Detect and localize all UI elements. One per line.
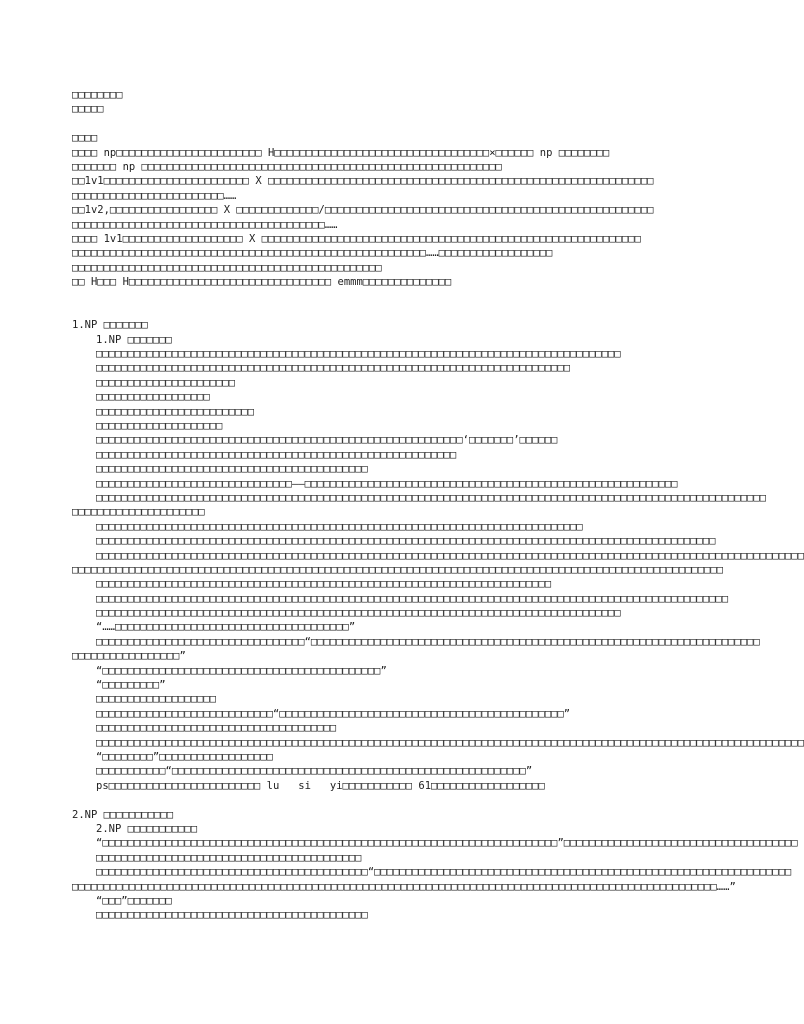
- paragraph-line: □□□□□□□□□□□□□□□□□□□□□□□□□□□□□□□□□□□□□□□□□□□□□□□□□□□□□□□□□□□□□□□□□□□□□□□□□□□□□□□□□□□□□□□□□□□□□□□□□□: [96, 535, 716, 548]
- section-2-subheading: 2.NP □□□□□□□□□□□: [96, 822, 198, 835]
- paragraph-line: □□□□□□□□□□□□□□□□□□□□□□□□□□□□□□□□□□□□□□□□□□□□□□□□□□□□□□□□□□□□□□□□□□□□□□□□□□□□□□□□□□□□□□□□□□□□□□□□□□□□: [96, 592, 729, 605]
- intro-line: □□□□□□□□□□□□□□□□□□□□□□□□……: [72, 189, 237, 202]
- intro-line: □□1v1□□□□□□□□□□□□□□□□□□□□□□□ X □□□□□□□□□□□□□□□□□□□□□□□□□□□□□□□□□□□□□□□□□□□□□□□□□□□□□□□□□□□□□: [72, 175, 654, 188]
- paragraph-line: □□□□□□□□□□□□□□□□□□□□□□□□□□□□□□□□□□□□□□□□□□□□□□□□□□□□□□□□□□□□□□□□□□□□□□□□: [96, 578, 552, 591]
- document-title: □□□□□□□□: [72, 89, 123, 101]
- document-page: [72, 88, 804, 923]
- section-1-subheading: 1.NP □□□□□□□: [96, 333, 172, 346]
- paragraph-line: □□□□□□□□□□□□□□□□□□□□□□□□□□□□□□□□□□□□□□□□□□□□□□□□□□□□□□□□□□□□□□□□□□□□□□□□□□□□□□□□□□□□□□□□□□□□□□□□□□□□□□……”: [72, 880, 736, 893]
- section-2-body: [72, 836, 798, 922]
- paragraph-line: □□□□□□□□□□□□□□□□□□□□□□□□□□□□□□□□□□□□□□□□□□: [96, 851, 362, 864]
- paragraph-line: □□□□□□□□□□□□□□□□□□□□□□□□□□□□□□□□□□□□□□: [96, 722, 337, 735]
- paragraph-line: □□□□□□□□□□□□□□□□□□□□□□□□□□□□□□□□□□□□□□□□□□□: [96, 909, 368, 922]
- section-2-heading: 2.NP □□□□□□□□□□□: [72, 808, 174, 821]
- paragraph-line: □□□□□□□□□□□□□□□□□□□□□□□□□□□□□□□□□□□□□□□□□□□□□□□□□□□□□□□□□□□□□□□□□□□□□□□□□□□□□□□□□□□: [96, 348, 621, 361]
- paragraph-line: □□□□□□□□□□□□□□□□□□□□□□□□□□□□“□□□□□□□□□□□□□□□□□□□□□□□□□□□□□□□□□□□□□□□□□□□□□”: [96, 707, 571, 720]
- intro-line: □□□□□□□□□□□□□□□□□□□□□□□□□□□□□□□□□□□□□□□□□□□□□□□□□□□□□□□□……□□□□□□□□□□□□□□□□□□: [72, 247, 553, 260]
- paragraph-line: “□□□”□□□□□□□: [96, 894, 172, 907]
- intro-line: □□□□□□□□□□□□□□□□□□□□□□□□□□□□□□□□□□□□□□□□……: [72, 218, 338, 231]
- intro-line: □□□□□□□ np □□□□□□□□□□□□□□□□□□□□□□□□□□□□□□□□□□□□□□□□□□□□□□□□□□□□□□□□□: [72, 160, 502, 173]
- intro-line: □□□□ np□□□□□□□□□□□□□□□□□□□□□□□ H□□□□□□□□□□□□□□□□□□□□□□□□□□□□□□□□□□×□□□□□□ np □□□□□□□□: [72, 146, 610, 159]
- paragraph-line: □□□□□□□□□□□□□□□□□□□□□□□□□□□□□□□——□□□□□□□□□□□□□□□□□□□□□□□□□□□□□□□□□□□□□□□□□□□□□□□□□□□□□□□□□□□: [96, 477, 678, 490]
- paragraph-line: □□□□□□□□□□□□□□□□□□□□□□□□□□□□□□□□□□□□□□□□□□□□□□□□□□□□□□□□□□□□□□□□□□□□□□□□□□□□□□□□□□□: [96, 607, 621, 620]
- spacer: [72, 793, 712, 807]
- spacer: [72, 117, 712, 131]
- paragraph-line: □□□□□□□□□□□□□□□□□□□□□□□□□□□□□□□□□□□□□□□□□□□: [96, 463, 368, 476]
- paragraph-line: “□□□□□□□□□”: [96, 679, 166, 692]
- paragraph-line: □□□□□□□□□□□□□□□□□□□□□: [72, 506, 205, 519]
- paragraph-line: □□□□□□□□□□□□□□□□□”: [72, 650, 186, 663]
- paragraph-line: □□□□□□□□□□□□□□□□□□□□□□: [96, 376, 236, 389]
- section-1-heading: 1.NP □□□□□□□: [72, 319, 148, 332]
- paragraph-line: □□□□□□□□□□□□□□□□□□□□□□□□□□□□□□□□□□□□□□□□□□□□□□□□□□□□□□□□□□□□□□□□□□□□□□□□□□□□□□□□□□□□□□□□□□□□□□□□□□□□□□□□□□□□□□□□: [96, 736, 804, 749]
- paragraph-line: □□□□□□□□□□□□□□□□□□: [96, 391, 210, 404]
- paragraph-line: □□□□□□□□□□□“□□□□□□□□□□□□□□□□□□□□□□□□□□□□□□□□□□□□□□□□□□□□□□□□□□□□□□□□”: [96, 765, 533, 778]
- intro-line: □□□□ 1v1□□□□□□□□□□□□□□□□□□□ X □□□□□□□□□□□□□□□□□□□□□□□□□□□□□□□□□□□□□□□□□□□□□□□□□□□□□□□□□□□□: [72, 232, 641, 245]
- intro-line: □□□□□□□□□□□□□□□□□□□□□□□□□□□□□□□□□□□□□□□□□□□□□□□□□: [72, 261, 382, 274]
- paragraph-line: □□□□□□□□□□□□□□□□□□□□□□□□□□□□□□□□□□□□□□□□□□□“□□□□□□□□□□□□□□□□□□□□□□□□□□□□□□□□□□□□□□□□□□□□□□□□□□□□□□□□□□□□□□□□□□: [96, 866, 792, 879]
- paragraph-line: □□□□□□□□□□□□□□□□□□□□□□□□□□□□□□□□□□□□□□□□□□□□□□□□□□□□□□□□□□□□□□□□□□□□□□□□□□□□□□□□□□□□□□□□□□□□□□□□□□□□□□□: [72, 563, 724, 576]
- paragraph-line: □□□□□□□□□□□□□□□□□□□□□□□□□□□□□□□□□□□□□□□□□□□□□□□□□□□□□□□□□□□□□□□□□□□□□□□□□□□□□□□□□□□□□□□□□□□□□□□□□□□□□□□□□□: [96, 491, 767, 504]
- paragraph-line: □□□□□□□□□□□□□□□□□□□□□□□□□□□□□□□□□“□□□□□□□□□□□□□□□□□□□□□□□□□□□□□□□□□□□□□□□□□□□□□□□□□□□□□□□□□□□□□□□□□□□□□□□: [96, 635, 760, 648]
- intro-line: □□1v2,□□□□□□□□□□□□□□□□□ X □□□□□□□□□□□□□/□□□□□□□□□□□□□□□□□□□□□□□□□□□□□□□□□□□□□□□□□□□□□□□□□□□□: [72, 204, 654, 217]
- paragraph-line: □□□□□□□□□□□□□□□□□□□: [96, 693, 217, 706]
- paragraph-line: □□□□□□□□□□□□□□□□□□□□□□□□□□□□□□□□□□□□□□□□□□□□□□□□□□□□□□□□□: [96, 448, 457, 461]
- paragraph-line: ps□□□□□□□□□□□□□□□□□□□□□□□□ lu si yi□□□□□□□□□□□ 61□□□□□□□□□□□□□□□□□□: [96, 779, 545, 792]
- paragraph-line: □□□□□□□□□□□□□□□□□□□□□□□□□□□□□□□□□□□□□□□□□□□□□□□□□□□□□□□□□□□□□□□□□□□□□□□□□□□: [96, 362, 571, 375]
- paragraph-line: “□□□□□□□□□□□□□□□□□□□□□□□□□□□□□□□□□□□□□□□□□□□□□□□□□□□□□□□□□□□□□□□□□□□□□□□□”□□□□□□□□□□□□□□□□□□□□□□□□□□□□□□□□□□□□□: [96, 837, 798, 850]
- document-subtitle: □□□□□: [72, 103, 104, 116]
- paragraph-line: “……□□□□□□□□□□□□□□□□□□□□□□□□□□□□□□□□□□□□□”: [96, 621, 356, 634]
- paragraph-line: □□□□□□□□□□□□□□□□□□□□□□□□□□□□□□□□□□□□□□□□□□□□□□□□□□□□□□□□□□‘□□□□□□□’□□□□□□: [96, 434, 558, 447]
- section-1-body: [72, 347, 804, 793]
- spacer: [72, 289, 712, 318]
- intro-heading: □□□□: [72, 132, 98, 145]
- paragraph-line: “□□□□□□□□”□□□□□□□□□□□□□□□□□□: [96, 750, 274, 763]
- intro-line: □□ H□□□ H□□□□□□□□□□□□□□□□□□□□□□□□□□□□□□□□ emmm□□□□□□□□□□□□□□: [72, 276, 452, 289]
- paragraph-line: □□□□□□□□□□□□□□□□□□□□□□□□□□□□□□□□□□□□□□□□□□□□□□□□□□□□□□□□□□□□□□□□□□□□□□□□□□□□□□□□□□□□□□□□□□□□□□□□□□□□□□□□□□□□□□□□: [96, 549, 804, 562]
- paragraph-line: □□□□□□□□□□□□□□□□□□□□: [96, 420, 223, 432]
- paragraph-line: □□□□□□□□□□□□□□□□□□□□□□□□□: [96, 405, 255, 418]
- paragraph-line: □□□□□□□□□□□□□□□□□□□□□□□□□□□□□□□□□□□□□□□□□□□□□□□□□□□□□□□□□□□□□□□□□□□□□□□□□□□□□: [96, 520, 583, 533]
- paragraph-line: “□□□□□□□□□□□□□□□□□□□□□□□□□□□□□□□□□□□□□□□□□□□□”: [96, 664, 387, 677]
